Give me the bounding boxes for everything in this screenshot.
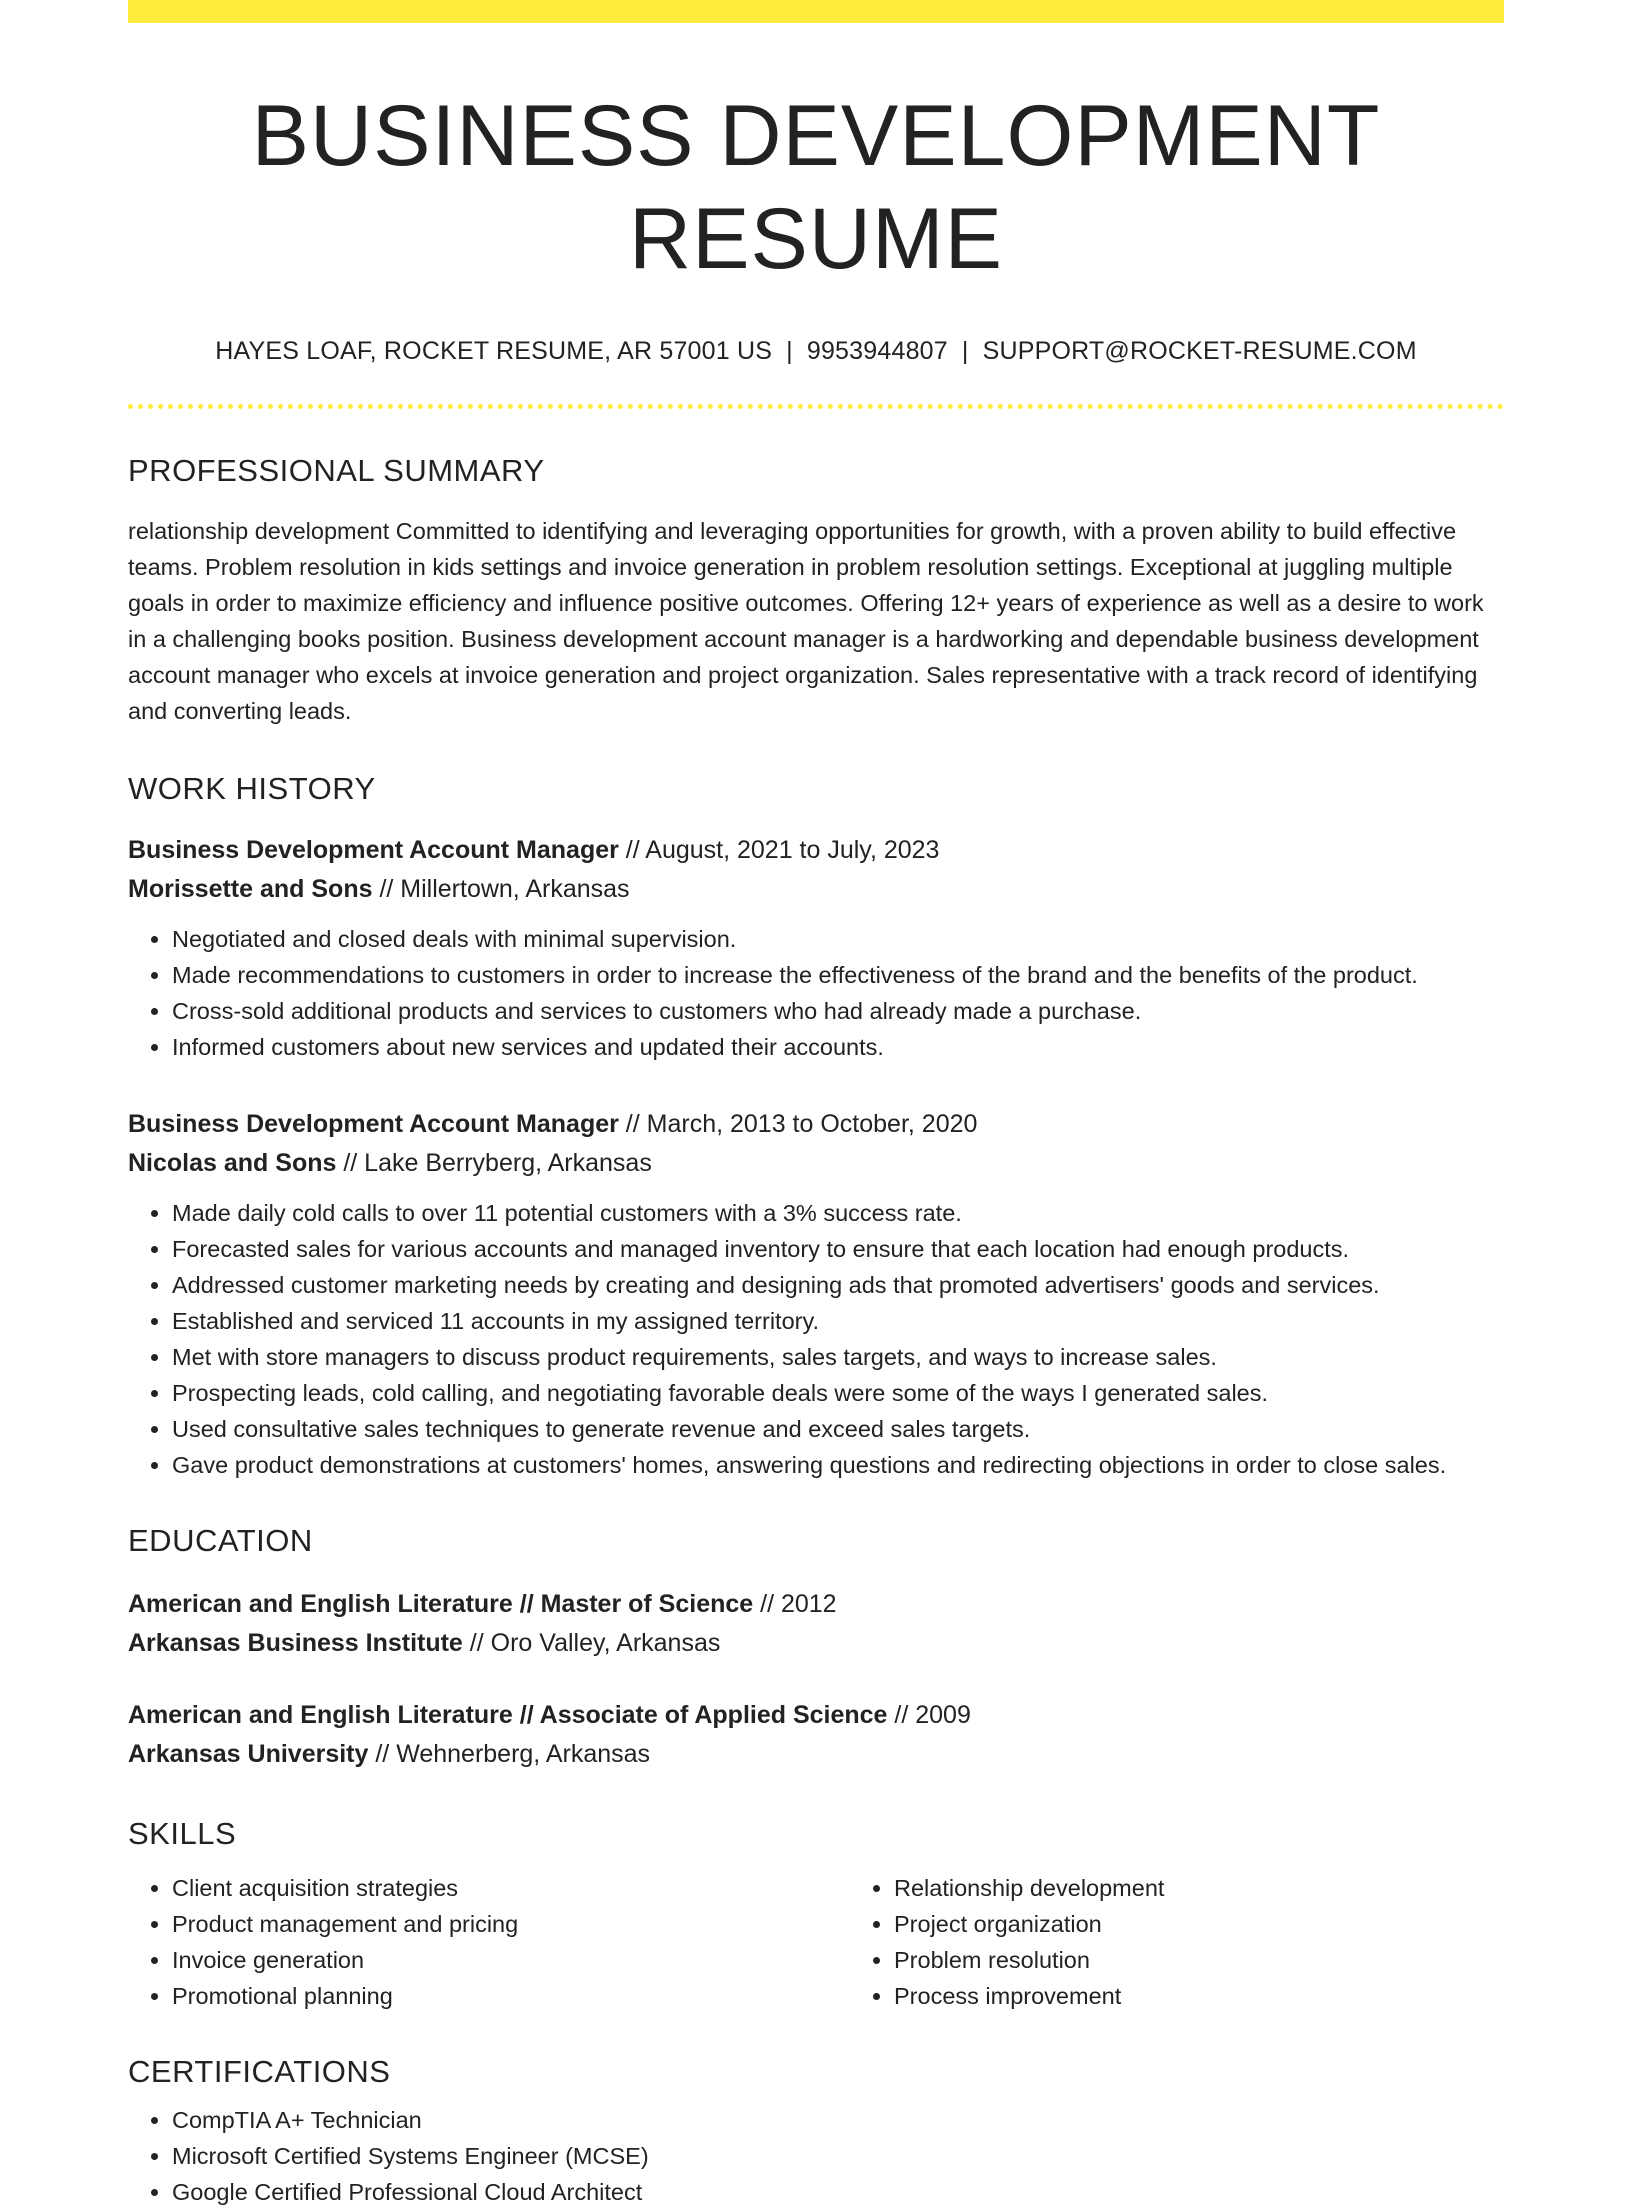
job-bullet: • Met with store managers to discuss product requirements, sales targets, and ways to increase sales. xyxy=(172,1339,1504,1375)
contact-separator: | xyxy=(961,337,969,366)
education-heading: EDUCATION xyxy=(128,1523,313,1559)
certification-item: • Microsoft Certified Systems Engineer (MCSE) xyxy=(172,2138,1504,2174)
skill-item: • Relationship development xyxy=(894,1870,1572,1906)
accent-bar xyxy=(128,0,1504,23)
job-bullet: • Informed customers about new services and updated their accounts. xyxy=(172,1029,1504,1065)
job-company: Morissette and Sons xyxy=(128,875,373,904)
summary-heading: PROFESSIONAL SUMMARY xyxy=(128,453,545,489)
skill-item: • Product management and pricing xyxy=(172,1906,850,1942)
degree-year: // 2012 xyxy=(753,1590,837,1619)
skill-item: • Invoice generation xyxy=(172,1942,850,1978)
job-company-line xyxy=(128,870,1504,909)
certification-item: • Google Certified Professional Cloud Architect xyxy=(172,2174,1504,2210)
summary-text: relationship development Committed to identifying and leveraging opportunities for growth, with a proven ability to build effective teams. Problem resolution in kids settings and invoice generation in problem resolution settings. Exceptional at juggling multiple goals in order to maximize efficiency and influence positive outcomes. Offering 12+ years of experience as well as a desire to work in a challenging books position. Business development account manager is a hardworking and dependable business development account manager who excels at invoice generation and project organization. Sales representative with a track record of identifying and converting leads. xyxy=(128,518,1484,725)
school-line xyxy=(128,1735,1504,1774)
education-entry xyxy=(128,1585,1504,1663)
resume-title: BUSINESS DEVELOPMENT RESUME xyxy=(251,88,1381,288)
job-location: // Millertown, Arkansas xyxy=(372,875,630,904)
school-line xyxy=(128,1624,1504,1663)
skills-grid xyxy=(128,1870,1504,2014)
contact-phone: 9953944807 xyxy=(806,337,948,366)
certifications-list xyxy=(128,2102,1504,2210)
school-location: // Wehnerberg, Arkansas xyxy=(368,1740,651,1769)
school-name: Arkansas University xyxy=(128,1740,369,1769)
job-bullet: • Cross-sold additional products and services to customers who had already made a purchase. xyxy=(172,993,1504,1029)
job-title-line xyxy=(128,1105,1504,1144)
job-company-line xyxy=(128,1144,1504,1183)
header-divider xyxy=(128,404,1504,409)
job-entry xyxy=(128,1105,1504,1483)
job-dates: // March, 2013 to October, 2020 xyxy=(618,1110,978,1139)
education-entry xyxy=(128,1696,1504,1774)
job-location: // Lake Berryberg, Arkansas xyxy=(336,1149,652,1178)
skill-item: • Project organization xyxy=(894,1906,1572,1942)
job-dates: // August, 2021 to July, 2023 xyxy=(618,836,940,865)
job-entry xyxy=(128,831,1504,1065)
contact-email: SUPPORT@ROCKET-RESUME.COM xyxy=(982,337,1417,366)
job-bullet: • Gave product demonstrations at customers' homes, answering questions and redirecting objections in order to close sales. xyxy=(172,1447,1504,1483)
job-bullet: • Used consultative sales techniques to generate revenue and exceed sales targets. xyxy=(172,1411,1504,1447)
skills-column-right xyxy=(850,1870,1572,2014)
school-name: Arkansas Business Institute xyxy=(128,1629,463,1658)
contact-line xyxy=(128,337,1504,366)
degree-name: American and English Literature // Master of Science xyxy=(128,1590,754,1619)
contact-separator: | xyxy=(786,337,793,366)
skill-item: • Client acquisition strategies xyxy=(172,1870,850,1906)
contact-address: HAYES LOAF, ROCKET RESUME, AR 57001 US xyxy=(215,337,773,366)
job-bullet: • Addressed customer marketing needs by creating and designing ads that promoted advertisers' goods and services. xyxy=(172,1267,1504,1303)
skill-item: • Process improvement xyxy=(894,1978,1572,2014)
certifications-heading: CERTIFICATIONS xyxy=(128,2054,391,2090)
school-location: // Oro Valley, Arkansas xyxy=(462,1629,721,1658)
job-bullets xyxy=(128,921,1504,1065)
degree-name: American and English Literature // Associate of Applied Science xyxy=(128,1701,888,1730)
job-bullet: • Established and serviced 11 accounts in my assigned territory. xyxy=(172,1303,1504,1339)
job-bullet: • Made daily cold calls to over 11 potential customers with a 3% success rate. xyxy=(172,1195,1504,1231)
job-bullet: • Negotiated and closed deals with minimal supervision. xyxy=(172,921,1504,957)
degree-line xyxy=(128,1585,1504,1624)
job-bullet: • Made recommendations to customers in order to increase the effectiveness of the brand and the benefits of the product. xyxy=(172,957,1504,993)
job-title-line xyxy=(128,831,1504,870)
degree-line xyxy=(128,1696,1504,1735)
job-bullet: • Forecasted sales for various accounts and managed inventory to ensure that each location had enough products. xyxy=(172,1231,1504,1267)
job-bullets xyxy=(128,1195,1504,1483)
certification-item: • CompTIA A+ Technician xyxy=(172,2102,1504,2138)
skills-column-left xyxy=(128,1870,850,2014)
work-history-heading: WORK HISTORY xyxy=(128,771,376,807)
resume-page xyxy=(128,0,1504,2210)
skill-item: • Problem resolution xyxy=(894,1942,1572,1978)
job-bullet: • Prospecting leads, cold calling, and negotiating favorable deals were some of the ways I generated sales. xyxy=(172,1375,1504,1411)
skill-item: • Promotional planning xyxy=(172,1978,850,2014)
job-role: Business Development Account Manager xyxy=(128,836,619,865)
job-role: Business Development Account Manager xyxy=(128,1110,619,1139)
job-company: Nicolas and Sons xyxy=(128,1149,337,1178)
skills-heading: SKILLS xyxy=(128,1816,237,1852)
degree-year: // 2009 xyxy=(887,1701,971,1730)
